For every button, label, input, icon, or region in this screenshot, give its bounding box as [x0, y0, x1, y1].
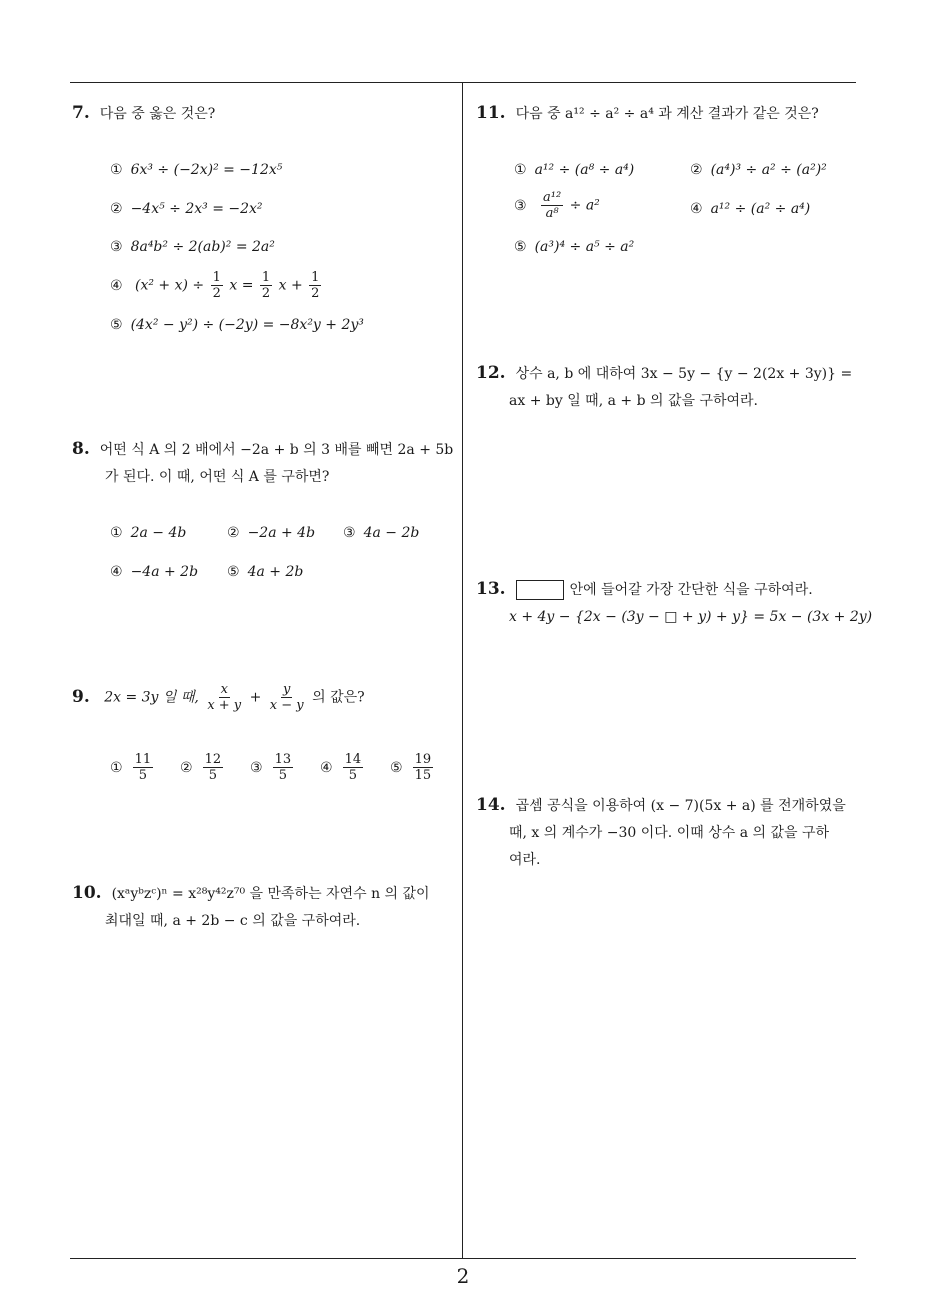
- question-12: [476, 360, 861, 415]
- q8-option-4[interactable]: ④ −4a + 2b: [110, 564, 199, 580]
- page-number: 2: [456, 1264, 470, 1288]
- top-rule: [70, 82, 856, 83]
- question-text: 다음 중 옳은 것은?: [99, 106, 216, 122]
- q9-option-3[interactable]: ③ $\frac{13}{5}$: [250, 752, 292, 783]
- question-7: [72, 100, 215, 128]
- q9-option-4[interactable]: ④ $\frac{14}{5}$: [320, 752, 362, 783]
- question-text-cont: 때, x 의 계수가 −30 이다. 이때 상수 a 의 값을 구하: [509, 825, 830, 841]
- question-number: 13.: [476, 579, 506, 599]
- fraction: $\frac{1}{2}$: [261, 270, 271, 301]
- question-text-cont: 가 된다. 이 때, 어떤 식 A 를 구하면?: [105, 469, 330, 485]
- question-text-cont: 최대일 때, a + 2b − c 의 값을 구하여라.: [105, 913, 361, 929]
- fraction: $\frac{y}{x - y}$: [269, 682, 304, 713]
- question-number: 9.: [72, 686, 90, 707]
- q8-option-2[interactable]: ② −2a + 4b: [227, 525, 316, 541]
- q9-option-2[interactable]: ② $\frac{12}{5}$: [180, 752, 222, 783]
- question-number: 7.: [72, 103, 90, 123]
- question-text: 곱셈 공식을 이용하여 (x − 7)(5x + a) 를 전개하였을: [515, 798, 846, 814]
- q8-option-5[interactable]: ⑤ 4a + 2b: [227, 564, 304, 580]
- answer-blank-box: [516, 580, 564, 600]
- q11-option-4[interactable]: ④ a¹² ÷ (a² ÷ a⁴): [690, 201, 811, 217]
- q11-option-2[interactable]: ② (a⁴)³ ÷ a² ÷ (a²)²: [690, 162, 827, 178]
- question-number: 11.: [476, 103, 506, 123]
- question-text: 상수 a, b 에 대하여 3x − 5y − {y − 2(2x + 3y)} =: [515, 366, 853, 382]
- q7-option-3[interactable]: ③ 8a⁴b² ÷ 2(ab)² = 2a²: [110, 239, 275, 255]
- question-8: [72, 436, 457, 491]
- fraction: $\frac{x}{x + y}$: [207, 682, 242, 713]
- q11-option-3[interactable]: ③ $\frac{\text{a¹²}}{\text{a⁸}}$ ÷ a²: [514, 190, 600, 221]
- question-equation: x + 4y − {2x − (3y − □ + y) + y} = 5x − (3x + 2y): [509, 609, 873, 625]
- q11-option-1[interactable]: ① a¹² ÷ (a⁸ ÷ a⁴): [514, 162, 635, 178]
- question-number: 12.: [476, 363, 506, 383]
- question-14: [476, 792, 861, 874]
- column-divider: [462, 83, 463, 1259]
- question-text-cont: ax + by 일 때, a + b 의 값을 구하여라.: [509, 393, 759, 409]
- question-10: [72, 880, 457, 935]
- q9-option-1[interactable]: ① $\frac{11}{5}$: [110, 752, 152, 783]
- question-number: 14.: [476, 795, 506, 815]
- q9-option-5[interactable]: ⑤ $\frac{19}{15}$: [390, 752, 432, 783]
- question-13: [476, 576, 873, 631]
- question-number: 8.: [72, 439, 90, 459]
- question-text: 어떤 식 A 의 2 배에서 −2a + b 의 3 배를 빼면 2a + 5b: [99, 442, 454, 458]
- q7-option-2[interactable]: ② −4x⁵ ÷ 2x³ = −2x²: [110, 201, 263, 217]
- question-text-cont: 여라.: [509, 852, 541, 868]
- q11-option-5[interactable]: ⑤ (a³)⁴ ÷ a⁵ ÷ a²: [514, 239, 635, 255]
- question-9: 9. 2x = 3y 일 때, $\frac{x}{x + y}$ + $\frac{y}{x - y}$ 의 값은?: [72, 682, 365, 713]
- question-text: 다음 중 a¹² ÷ a² ÷ a⁴ 과 계산 결과가 같은 것은?: [515, 106, 819, 122]
- fraction: $\frac{1}{2}$: [311, 270, 320, 301]
- bottom-rule: [70, 1258, 856, 1259]
- q8-option-1[interactable]: ① 2a − 4b: [110, 525, 187, 541]
- q7-option-1[interactable]: ① 6x³ ÷ (−2x)² = −12x⁵: [110, 162, 283, 178]
- question-text: (xᵃyᵇzᶜ)ⁿ = x²⁸y⁴²z⁷⁰ 을 만족하는 자연수 n 의 값이: [111, 886, 430, 902]
- q7-option-5[interactable]: ⑤ (4x² − y²) ÷ (−2y) = −8x²y + 2y³: [110, 317, 364, 333]
- fraction: $\frac{1}{2}$: [212, 270, 221, 301]
- question-number: 10.: [72, 883, 102, 903]
- q8-option-3[interactable]: ③ 4a − 2b: [343, 525, 420, 541]
- question-11: [476, 100, 819, 128]
- q7-option-4[interactable]: ④ (x² + x) ÷ $\frac{1}{2}$ x = $\frac{1}{2}$ x + $\frac{1}{2}$: [110, 270, 320, 301]
- question-text: 안에 들어갈 가장 간단한 식을 구하여라.: [569, 582, 813, 598]
